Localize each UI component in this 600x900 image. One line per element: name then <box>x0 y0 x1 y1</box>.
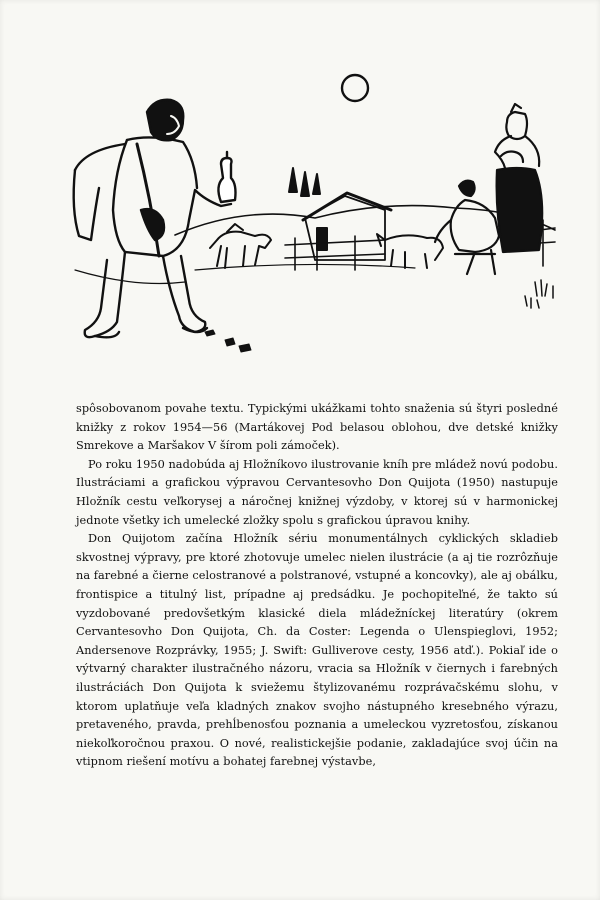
body-text <box>76 400 558 772</box>
paragraph: Don Quijotom začína Hložník sériu monumentálnych cyklických skladieb skvostnej výpravy, pre ktoré zhotovuje umelec nielen ilustrácie (a aj tie rozrôzňuje na farebné a čierne celostranové a polstranové, vstupné a koncovky), ale aj obálku, frontispice a titulný list, prípadne aj predsádku. Je pochopiteľné, že takto sú vyzdobované predovšetkým klasické diela mládežníckej literatúry (okrem Cervantesovho Don Quijota, Ch. da Coster: Legenda o Ulenspieglovi, 1952; Andersenove Rozprávky, 1955; J. Swift: Gulliverove cesty, 1956 atď.). Pokiaľ ide o výtvarný charakter ilustračného názoru, vracia sa Hložník v čiernych i farebných ilustráciách Don Quijota k sviežemu štylizovanému rozprávačskému slohu, v ktorom uplatňuje veľa kladných znakov svojho nástupného kresebného výrazu, pretaveného, pravda, prehĺbenosťou poznania a umeleckou vyzretosťou, získanou niekoľkoročnou praxou. O nové, realistickejšie podanie, zakladajúce svoj účin na vtipnom riešení motívu a bohatej farebnej výstavbe, <box>76 532 558 769</box>
paragraph: Po roku 1950 nadobúda aj Hložníkovo ilustrovanie kníh pre mládež novú podobu. Ilustráciami a grafickou výpravou Cervantesovho Don Quijota (1950) nastupuje Hložník cestu veľkorysej a náročnej knižnej výzdoby, v ktorej sú v harmonickej jednote všetky ich umelecké zložky spolu s grafickou úpravou knihy. <box>76 457 558 527</box>
ink-illustration <box>55 60 570 360</box>
seated-man-figure <box>435 181 499 274</box>
sancho-figure <box>74 100 236 338</box>
sun <box>342 75 368 101</box>
paragraph: spôsobovanom povahe textu. Typickými ukážkami tohto snaženia sú štyri posledné knižky z rokov 1954—56 (Martákovej Pod belasou oblohou, dve detské knižky Smrekove a Maršakov V šírom poli zámoček). <box>76 402 558 453</box>
woman-with-jug-figure <box>495 104 542 252</box>
